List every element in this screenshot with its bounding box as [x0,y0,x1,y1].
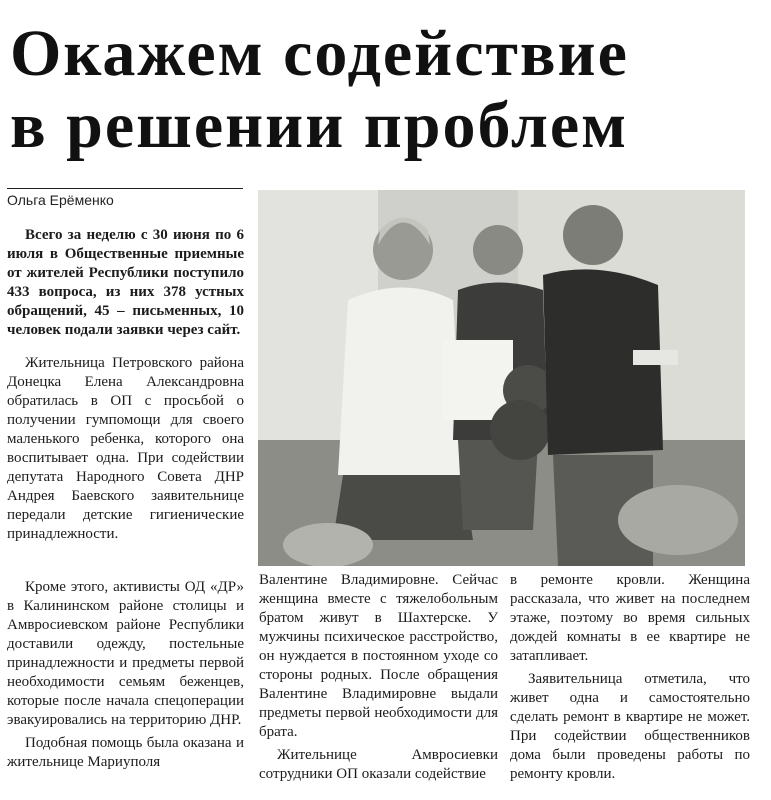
paragraph: Валентине Владимировне. Сейчас женщина вместе с тяжелобольным братом живут в Шахтерске. У мужчины психическое расстройство, он нуждается в постоянном уходе со стороны родных. После обращения Валентине Владимировне выдали предметы первой необходимости для брата. [259,572,498,740]
headline-line-2: в решении проблем [10,89,629,162]
paragraph: Подобная помощь была оказана и жительнице Мариуполя [7,735,244,770]
lead-text: Всего за неделю с 30 июня по 6 июля в Общественные приемные от жителей Республики поступило 433 вопроса, из них 378 устных обращений, 45 – письменных, 10 человек подали заявки через сайт. [7,227,244,338]
article-column-3 [510,571,750,784]
paragraph: Заявительница отметила, что живет одна и самостоятельно сделать ремонт в квартире не может. При содействии общественников дома были проведены работы по ремонту кровли. [510,671,750,782]
article-column-1-top [7,226,244,544]
article-column-1-bottom [7,578,244,772]
paragraph: Кроме этого, активисты ОД «ДР» в Калининском районе столицы и Амвросиевском районе Республики доставили одежду, постельные принадлежности и предметы первой необходимости семьям беженцев, которые после начала спецоперации эвакуировались на территорию ДНР. [7,579,244,728]
paragraph: в ремонте кровли. Женщина рассказала, что живет на последнем этаже, поэтому во время сильных дождей комнаты в ее квартире не затапливает. [510,572,750,664]
headline [10,18,765,162]
paragraph: Жительница Петровского района Донецка Елена Александровна обратилась в ОП с просьбой о получении гумпомощи для своего маленького ребенка, которого она воспитывает одна. При содействии депутата Народного Совета ДНР Андрея Баевского заявительнице передали детские гигиенические принадлежности. [7,355,244,542]
lead-paragraph [7,226,244,340]
article-photo [258,190,745,566]
author-byline: Ольга Ерёменко [7,192,114,208]
headline-line-1: Окажем содействие [10,17,629,90]
paragraph: Жительнице Амвросиевки сотрудники ОП оказали содействие [259,747,498,782]
article-column-2 [259,571,498,784]
photo-illustration [258,190,745,566]
author-divider [7,188,243,189]
